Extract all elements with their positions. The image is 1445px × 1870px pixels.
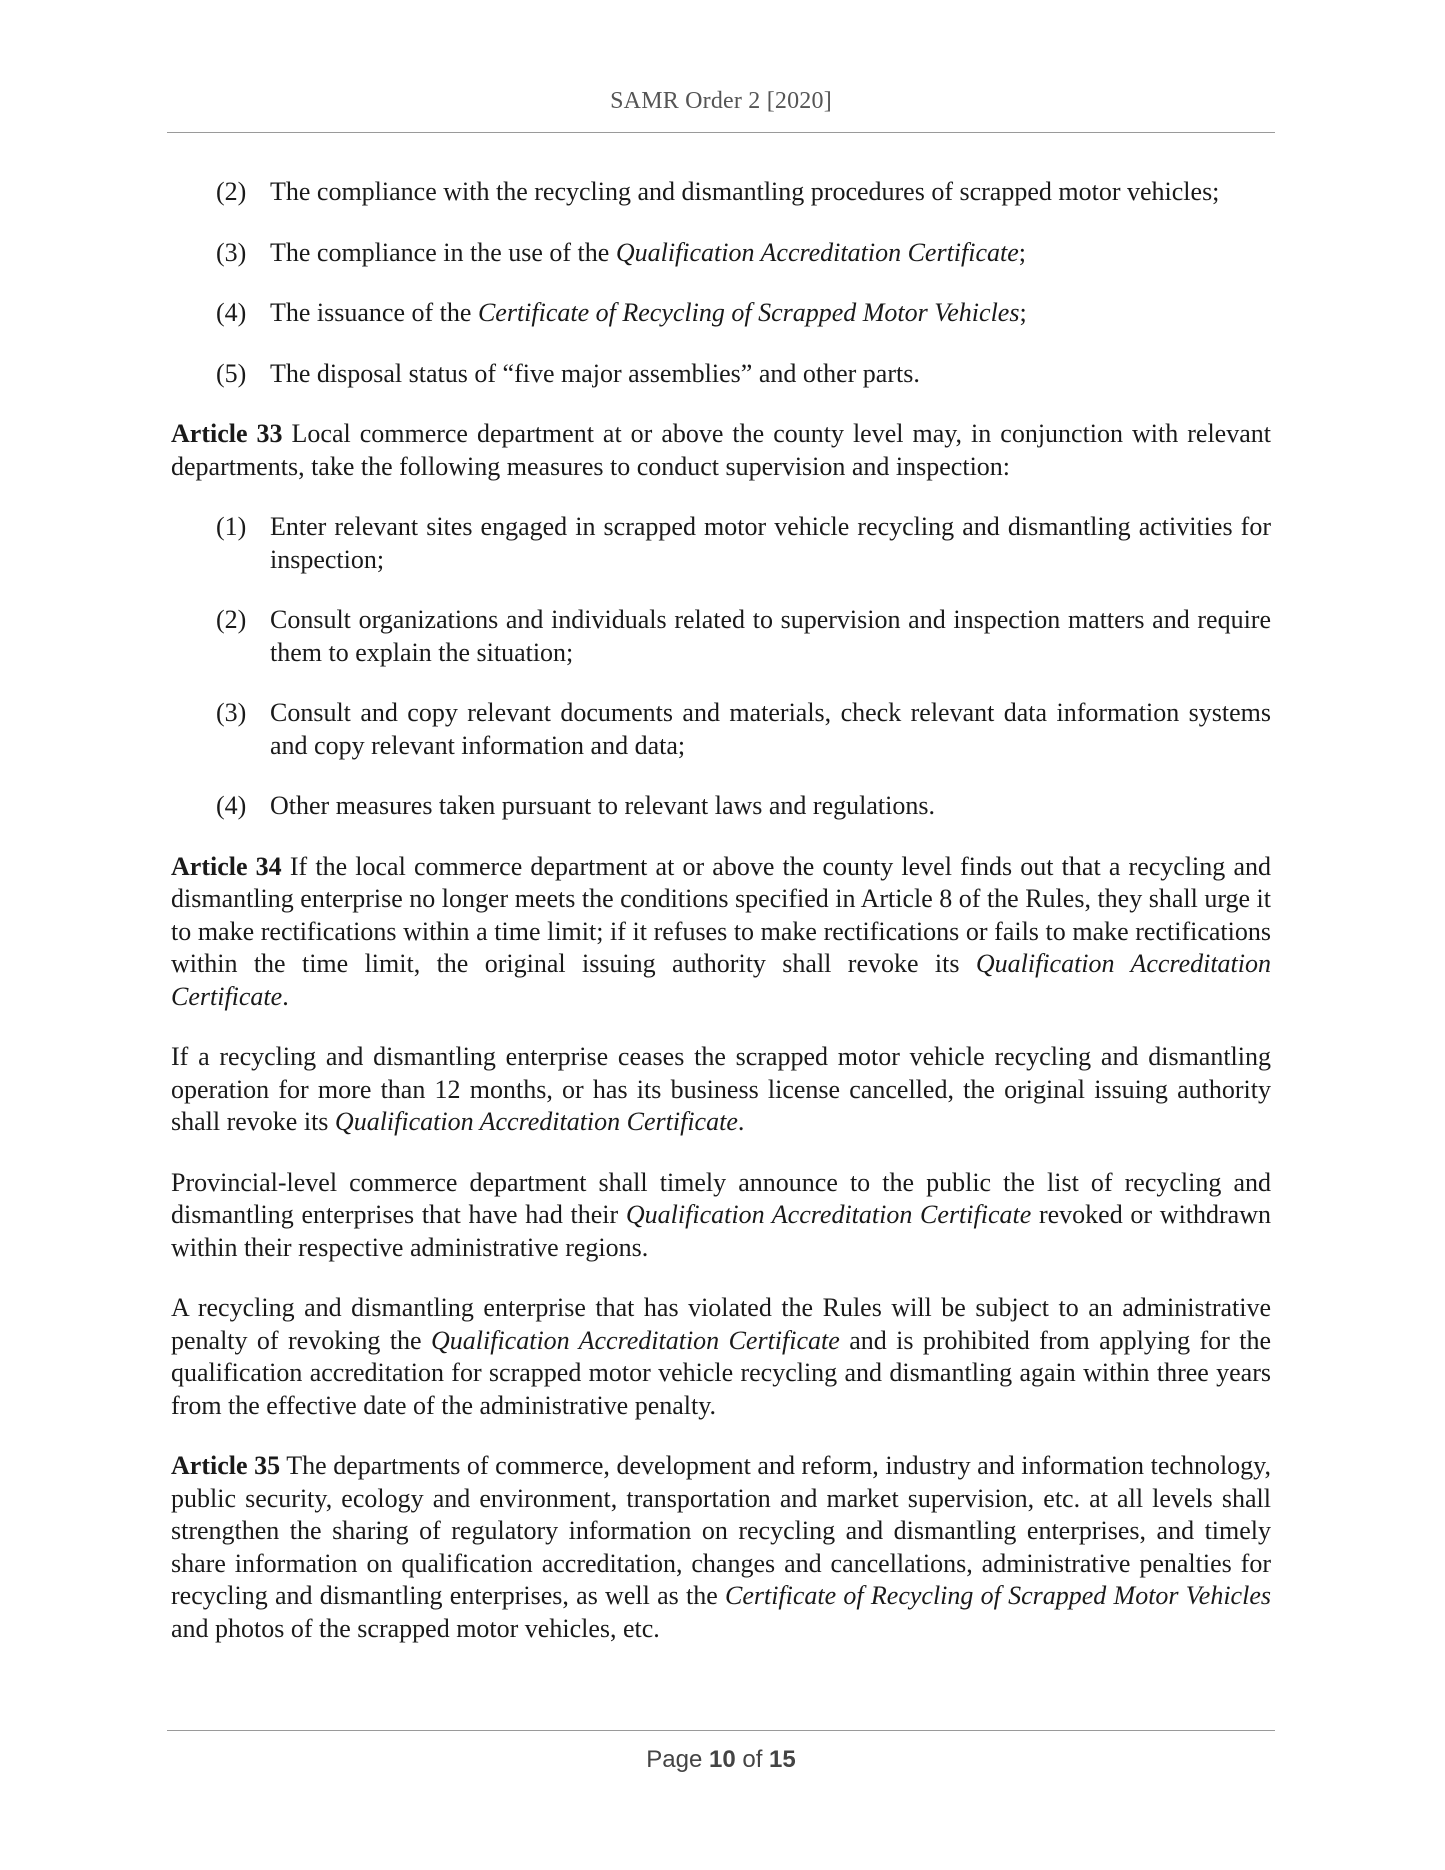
list-item-number: (4) <box>216 791 247 820</box>
footer-divider <box>167 1730 1275 1731</box>
paragraph <box>171 1167 1271 1265</box>
current-page: 10 <box>708 1746 736 1773</box>
paragraph-text-end: and is prohibited from applying for the qualification accreditation for scrapped motor vehicle recycling and dismantling again within three years from the effective date of the administrative penalty. <box>171 1325 1272 1420</box>
paragraph-text: A recycling and dismantling enterprise that has violated the Rules will be subject to an administrative penalty of revoking the <box>171 1293 1271 1355</box>
certificate-title: Certificate of Recycling of Scrapped Motor Vehicles <box>477 298 1020 327</box>
article-text-end: . <box>282 981 289 1011</box>
article-text: If the local commerce department at or above the county level finds out that a recycling and dismantling enterprise no longer meets the conditions specified in Article 8 of the Rules, they shall urge it to make rectifications within a time limit; if it refuses to make rectifications or fails to make rectifications within the time limit, the original issuing authority shall revoke its <box>171 851 1271 978</box>
total-pages: 15 <box>769 1746 796 1773</box>
list-item-text: Consult and copy relevant documents and materials, check relevant data information systems and copy relevant information and data; <box>270 698 1271 760</box>
list-item <box>171 237 1271 270</box>
list-item-number: (3) <box>216 698 247 727</box>
running-header: SAMR Order 2 [2020] <box>610 88 832 114</box>
list-item-text: The compliance in the use of the <box>270 237 616 267</box>
article-text-end: and photos of the scrapped motor vehicles, etc. <box>171 1613 660 1643</box>
list-item <box>171 790 1271 823</box>
paragraph <box>171 1041 1271 1139</box>
certificate-title: Qualification Accreditation Certificate <box>431 1325 840 1355</box>
document-body <box>171 176 1271 1673</box>
paragraph-text: Provincial-level commerce department shall timely announce to the public the list of recycling and dismantling enterprises that have had their <box>171 1167 1271 1229</box>
paragraph-text: If a recycling and dismantling enterprise ceases the scrapped motor vehicle recycling and dismantling operation for more than 12 months, or has its business license cancelled, the original issuing authority shall revoke its <box>171 1042 1271 1136</box>
page-word: Page <box>646 1746 703 1773</box>
list-item-text-end: ; <box>1019 298 1027 327</box>
certificate-title: Qualification Accreditation Certificate <box>615 237 1019 267</box>
list-item-number: (1) <box>216 512 247 541</box>
list-item <box>171 697 1271 762</box>
list-item-text: The compliance with the recycling and dismantling procedures of scrapped motor vehicles; <box>270 177 1220 206</box>
list-item-text-end: ; <box>1018 237 1026 267</box>
list-item-number: (2) <box>216 605 247 634</box>
certificate-title: Qualification Accreditation Certificate <box>171 949 1271 1011</box>
list-item <box>171 297 1271 330</box>
article-label: Article 35 <box>171 1451 281 1480</box>
article-34 <box>171 851 1271 1014</box>
article-label: Article 33 <box>171 419 283 448</box>
article-label: Article 34 <box>171 851 282 881</box>
article-text: Local commerce department at or above the county level may, in conjunction with relevant departments, take the following measures to conduct supervision and inspection: <box>171 419 1271 481</box>
list-item-number: (3) <box>216 237 247 267</box>
list-item <box>171 176 1271 209</box>
list-item-number: (4) <box>216 298 247 327</box>
list-item-text: Enter relevant sites engaged in scrapped motor vehicle recycling and dismantling activities for inspection; <box>270 512 1271 574</box>
paragraph-text-end: revoked or withdrawn within their respective administrative regions. <box>171 1200 1271 1262</box>
header-divider <box>167 132 1275 133</box>
list-item-text: Other measures taken pursuant to relevant laws and regulations. <box>270 791 935 820</box>
article-35 <box>171 1450 1271 1645</box>
list-item-number: (2) <box>216 177 247 206</box>
certificate-title: Qualification Accreditation Certificate <box>625 1200 1032 1229</box>
certificate-title: Certificate of Recycling of Scrapped Motor Vehicles <box>724 1581 1271 1610</box>
list-item <box>171 511 1271 576</box>
paragraph-text-end: . <box>737 1107 745 1136</box>
list-item-text: The disposal status of “five major assemblies” and other parts. <box>270 358 920 388</box>
certificate-title: Qualification Accreditation Certificate <box>334 1107 738 1136</box>
list-item-text: The issuance of the <box>270 298 478 327</box>
paragraph <box>171 1292 1271 1422</box>
page-number <box>167 1746 1275 1774</box>
article-text: The departments of commerce, development and reform, industry and information technology, public security, ecology and environment, transportation and market supervision, etc. at all levels shall strengthen the sharing of regulatory information on recycling and dismantling enterprises, and timely share information on qualification accreditation, changes and cancellations, administrative penalties for recycling and dismantling enterprises, as well as the <box>171 1451 1271 1610</box>
of-word: of <box>742 1746 763 1773</box>
list-item-number: (5) <box>216 358 247 388</box>
list-item-text: Consult organizations and individuals related to supervision and inspection matters and require them to explain the situation; <box>270 605 1271 667</box>
list-item <box>171 358 1271 391</box>
article-33 <box>171 418 1271 483</box>
list-item <box>171 604 1271 669</box>
